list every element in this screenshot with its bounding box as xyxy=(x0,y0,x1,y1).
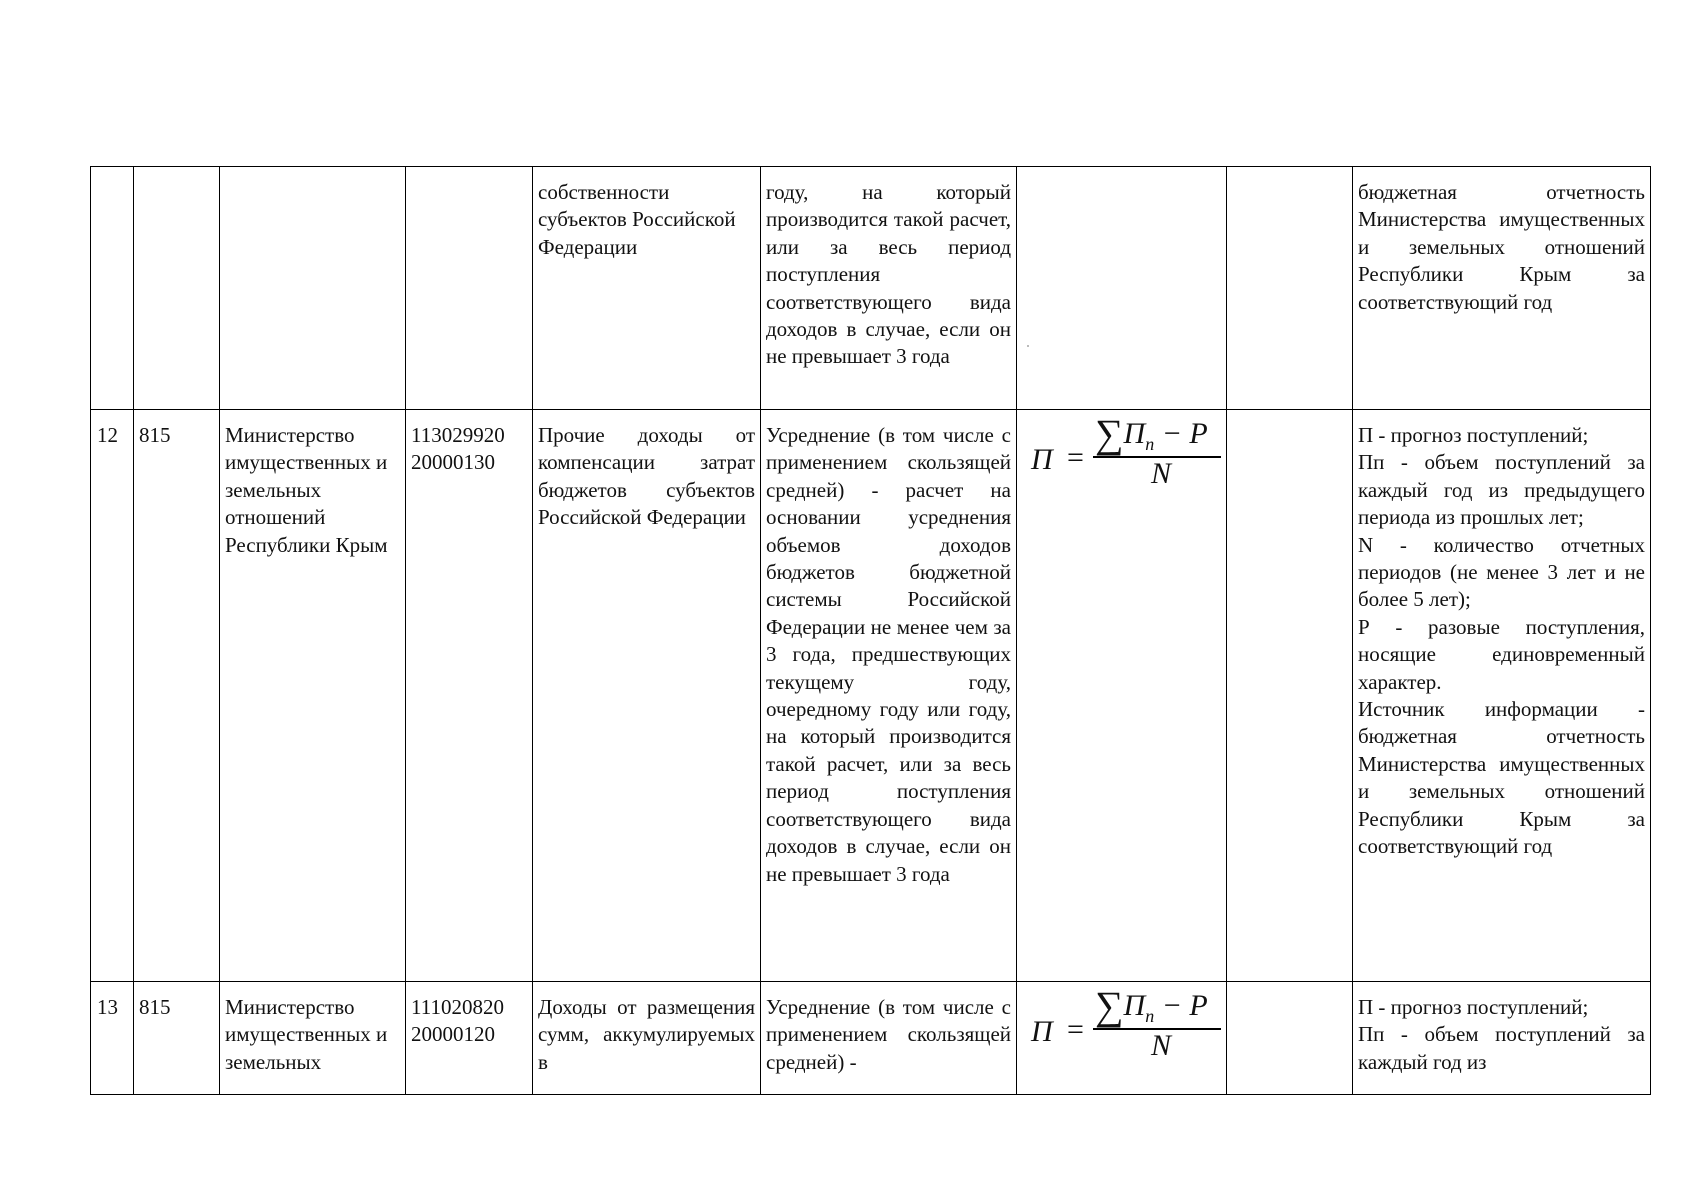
source-line: Источник информации - бюджетная отчетность Министерства имущественных и земельных отношений Республики Крым за соответствующий год xyxy=(1358,697,1645,859)
formula-term: П xyxy=(1123,417,1146,450)
formula-equals: = xyxy=(1067,1013,1084,1046)
revenue-forecast-table xyxy=(90,166,1651,1095)
source-line: П - прогноз поступлений; xyxy=(1358,423,1589,447)
table-row xyxy=(91,167,1651,410)
formula-denominator: N xyxy=(1151,457,1172,490)
revenue-name: собственности субъектов Российской Федерации xyxy=(533,167,761,410)
revenue-name: Прочие доходы от компенсации затрат бюджетов субъектов Российской Федерации xyxy=(533,410,761,982)
formula-term: П xyxy=(1123,989,1146,1022)
formula-cell xyxy=(1017,410,1227,982)
empty-cell xyxy=(1227,410,1353,982)
row-number xyxy=(91,167,134,410)
formula-equals: = xyxy=(1067,441,1084,474)
sigma-symbol: ∑ xyxy=(1095,983,1124,1028)
formula-lhs: П xyxy=(1031,1015,1053,1048)
calculation-method: Усреднение (в том числе с применением скользящей средней) - расчет на основании усреднения объемов доходов бюджетов бюджетной системы Российской Федерации не менее чем за 3 года, предшествующих текущему году, очередному году или году, на который производится такой расчет, или за весь период поступления соответствующего вида доходов в случае, если он не превышает 3 года xyxy=(761,410,1017,982)
administrator-name: Министерство имущественных и земельных xyxy=(220,982,406,1095)
source-line: Р - разовые поступления, носящие единовременный характер. xyxy=(1358,614,1645,694)
admin-code: 815 xyxy=(134,410,220,982)
table-row xyxy=(91,410,1651,982)
formula-denominator: N xyxy=(1151,1029,1172,1062)
source-line: Пп - объем поступлений за каждый год из xyxy=(1358,1022,1645,1074)
scan-artifact xyxy=(1027,345,1029,347)
source-line: Пп - объем поступлений за каждый год из предыдущего периода из прошлых лет; xyxy=(1358,450,1645,530)
formula-subscript: n xyxy=(1145,1006,1155,1026)
row-number: 13 xyxy=(91,982,134,1095)
kbk-code xyxy=(406,167,533,410)
calculation-method: году, на который производится такой расчет, или за весь период поступления соответствующего вида доходов в случае, если он не превышает 3 года xyxy=(761,167,1017,410)
revenue-name: Доходы от размещения сумм, аккумулируемых в xyxy=(533,982,761,1095)
table-row xyxy=(91,982,1651,1095)
data-source xyxy=(1353,410,1651,982)
source-line: П - прогноз поступлений; xyxy=(1358,995,1589,1019)
kbk-code: 111020820 20000120 xyxy=(406,982,533,1095)
formula-cell xyxy=(1017,167,1227,410)
admin-code: 815 xyxy=(134,982,220,1095)
forecast-formula xyxy=(1025,983,1225,1082)
administrator-name xyxy=(220,167,406,410)
empty-cell xyxy=(1227,982,1353,1095)
data-source xyxy=(1353,982,1651,1095)
row-number: 12 xyxy=(91,410,134,982)
empty-cell xyxy=(1227,167,1353,410)
forecast-formula xyxy=(1025,411,1225,510)
formula-lhs: П xyxy=(1031,443,1053,476)
kbk-code: 113029920 20000130 xyxy=(406,410,533,982)
formula-minus: − Р xyxy=(1154,417,1208,450)
admin-code xyxy=(134,167,220,410)
administrator-name: Министерство имущественных и земельных отношений Республики Крым xyxy=(220,410,406,982)
formula-numerator xyxy=(1095,411,1208,458)
formula-minus: − Р xyxy=(1154,989,1208,1022)
sigma-symbol: ∑ xyxy=(1095,411,1124,456)
formula-numerator xyxy=(1095,983,1208,1030)
calculation-method: Усреднение (в том числе с применением скользящей средней) - xyxy=(761,982,1017,1095)
source-line: N - количество отчетных периодов (не менее 3 лет и не более 5 лет); xyxy=(1358,532,1645,612)
formula-subscript: n xyxy=(1145,434,1155,454)
data-source: бюджетная отчетность Министерства имущественных и земельных отношений Республики Крым за соответствующий год xyxy=(1353,167,1651,410)
formula-cell xyxy=(1017,982,1227,1095)
